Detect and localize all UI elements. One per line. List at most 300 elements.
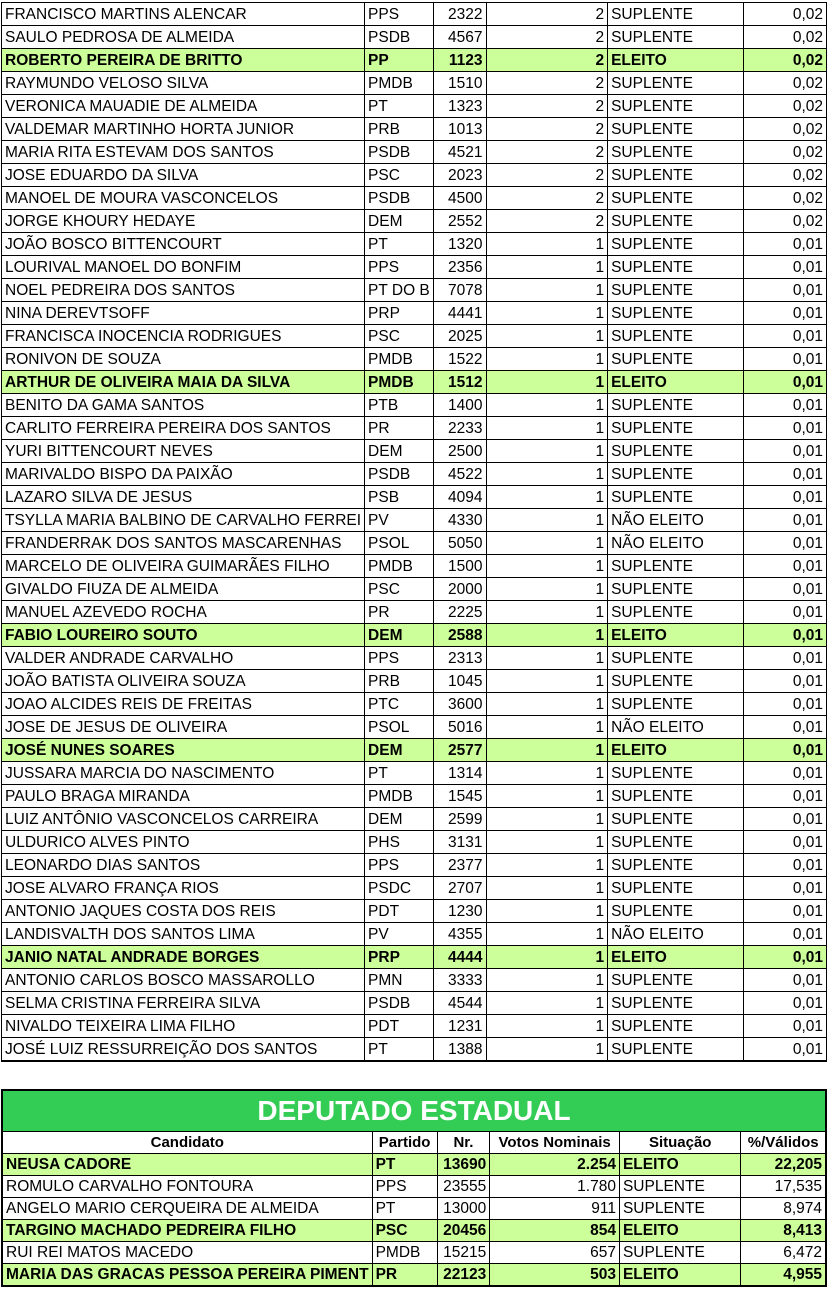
- table-row: [2, 187, 827, 210]
- candidate-name: NOEL PEDREIRA DOS SANTOS: [2, 279, 365, 302]
- table-row: [2, 969, 827, 992]
- candidate-number: 1045: [434, 670, 487, 693]
- party: PSDB: [365, 992, 434, 1015]
- status: SUPLENTE: [608, 831, 744, 854]
- candidate-name: LEONARDO DIAS SANTOS: [2, 854, 365, 877]
- status: SUPLENTE: [608, 647, 744, 670]
- candidate-name: ANTONIO JAQUES COSTA DOS REIS: [2, 900, 365, 923]
- votes: 1: [486, 1015, 608, 1038]
- percent-valid: 0,01: [744, 647, 827, 670]
- candidate-name: SELMA CRISTINA FERREIRA SILVA: [2, 992, 365, 1015]
- status: SUPLENTE: [608, 302, 744, 325]
- status: SUPLENTE: [608, 26, 744, 49]
- table-row: [2, 417, 827, 440]
- party: PRB: [365, 118, 434, 141]
- percent-valid: 0,01: [744, 601, 827, 624]
- candidate-number: 2588: [434, 624, 487, 647]
- party: PSC: [365, 578, 434, 601]
- candidate-name: LUIZ ANTÔNIO VASCONCELOS CARREIRA: [2, 808, 365, 831]
- party: PPS: [365, 854, 434, 877]
- votes: 854: [490, 1220, 620, 1242]
- percent-valid: 0,01: [744, 532, 827, 555]
- status: SUPLENTE: [608, 417, 744, 440]
- candidate-number: 4521: [434, 141, 487, 164]
- table-row: [2, 854, 827, 877]
- candidate-name: NIVALDO TEIXEIRA LIMA FILHO: [2, 1015, 365, 1038]
- header-number: Nr.: [437, 1132, 490, 1154]
- table-row: [2, 1198, 826, 1220]
- candidate-number: 23555: [437, 1176, 490, 1198]
- table-row: [2, 486, 827, 509]
- percent-valid: 0,02: [744, 72, 827, 95]
- table-row: [2, 256, 827, 279]
- party: PMDB: [365, 72, 434, 95]
- party: PSDB: [365, 187, 434, 210]
- percent-valid: 0,01: [744, 808, 827, 831]
- status: SUPLENTE: [608, 348, 744, 371]
- candidate-number: 1545: [434, 785, 487, 808]
- table-row: [2, 1242, 826, 1264]
- party: DEM: [365, 210, 434, 233]
- status: SUPLENTE: [608, 785, 744, 808]
- percent-valid: 0,01: [744, 555, 827, 578]
- candidate-name: JOSE DE JESUS DE OLIVEIRA: [2, 716, 365, 739]
- party: PTB: [365, 394, 434, 417]
- percent-valid: 0,02: [744, 49, 827, 72]
- section-title-row: [2, 1090, 826, 1132]
- votes: 1: [486, 969, 608, 992]
- federal-results-body: [2, 3, 827, 1062]
- percent-valid: 0,01: [744, 417, 827, 440]
- candidate-name: ROMULO CARVALHO FONTOURA: [2, 1176, 372, 1198]
- party: PR: [372, 1264, 437, 1287]
- votes: 1: [486, 486, 608, 509]
- votes: 1: [486, 647, 608, 670]
- table-row: [2, 1015, 827, 1038]
- table-row: [2, 210, 827, 233]
- party: PSC: [365, 164, 434, 187]
- candidate-name: FRANCISCA INOCENCIA RODRIGUES: [2, 325, 365, 348]
- candidate-name: YURI BITTENCOURT NEVES: [2, 440, 365, 463]
- status: SUPLENTE: [608, 72, 744, 95]
- status: SUPLENTE: [619, 1242, 740, 1264]
- party: PMN: [365, 969, 434, 992]
- estadual-results-body: [2, 1154, 826, 1287]
- votes: 911: [490, 1198, 620, 1220]
- candidate-name: LAZARO SILVA DE JESUS: [2, 486, 365, 509]
- candidate-name: FRANDERRAK DOS SANTOS MASCARENHAS: [2, 532, 365, 555]
- party: PMDB: [372, 1242, 437, 1264]
- party: PSOL: [365, 716, 434, 739]
- candidate-number: 3333: [434, 969, 487, 992]
- header-party: Partido: [372, 1132, 437, 1154]
- candidate-name: MANOEL DE MOURA VASCONCELOS: [2, 187, 365, 210]
- votes: 1: [486, 348, 608, 371]
- status: SUPLENTE: [608, 279, 744, 302]
- votes: 1: [486, 394, 608, 417]
- candidate-name: ULDURICO ALVES PINTO: [2, 831, 365, 854]
- party: PMDB: [365, 785, 434, 808]
- table-row: [2, 72, 827, 95]
- votes: 1: [486, 578, 608, 601]
- votes: 1: [486, 371, 608, 394]
- percent-valid: 0,01: [744, 969, 827, 992]
- candidate-number: 1400: [434, 394, 487, 417]
- percent-valid: 0,01: [744, 877, 827, 900]
- candidate-name: JOÃO BATISTA OLIVEIRA SOUZA: [2, 670, 365, 693]
- percent-valid: 22,205: [741, 1154, 826, 1176]
- candidate-number: 2025: [434, 325, 487, 348]
- table-row: [2, 808, 827, 831]
- percent-valid: 0,02: [744, 95, 827, 118]
- votes: 1: [486, 532, 608, 555]
- party: PRP: [365, 946, 434, 969]
- status: SUPLENTE: [608, 808, 744, 831]
- party: PSDC: [365, 877, 434, 900]
- candidate-name: LOURIVAL MANOEL DO BONFIM: [2, 256, 365, 279]
- status: ELEITO: [608, 624, 744, 647]
- percent-valid: 0,02: [744, 141, 827, 164]
- votes: 2: [486, 95, 608, 118]
- table-row: [2, 647, 827, 670]
- party: PPS: [365, 256, 434, 279]
- votes: 1.780: [490, 1176, 620, 1198]
- candidate-name: MARIA DAS GRACAS PESSOA PEREIRA PIMENT: [2, 1264, 372, 1287]
- candidate-number: 2000: [434, 578, 487, 601]
- percent-valid: 0,02: [744, 187, 827, 210]
- status: SUPLENTE: [608, 233, 744, 256]
- candidate-name: MANUEL AZEVEDO ROCHA: [2, 601, 365, 624]
- percent-valid: 4,955: [741, 1264, 826, 1287]
- candidate-number: 2707: [434, 877, 487, 900]
- status: NÃO ELEITO: [608, 532, 744, 555]
- percent-valid: 0,01: [744, 1038, 827, 1062]
- candidate-number: 1510: [434, 72, 487, 95]
- status: SUPLENTE: [608, 187, 744, 210]
- table-row: [2, 279, 827, 302]
- percent-valid: 6,472: [741, 1242, 826, 1264]
- candidate-number: 1323: [434, 95, 487, 118]
- table-row: [2, 1264, 826, 1287]
- candidate-name: PAULO BRAGA MIRANDA: [2, 785, 365, 808]
- table-row: [2, 923, 827, 946]
- candidate-name: JOSE ALVARO FRANÇA RIOS: [2, 877, 365, 900]
- header-status: Situação: [619, 1132, 740, 1154]
- percent-valid: 0,01: [744, 486, 827, 509]
- party: PHS: [365, 831, 434, 854]
- status: SUPLENTE: [608, 118, 744, 141]
- table-row: [2, 762, 827, 785]
- status: ELEITO: [608, 946, 744, 969]
- percent-valid: 0,02: [744, 3, 827, 26]
- status: NÃO ELEITO: [608, 509, 744, 532]
- candidate-number: 4544: [434, 992, 487, 1015]
- percent-valid: 0,02: [744, 26, 827, 49]
- party: PV: [365, 923, 434, 946]
- candidate-number: 3600: [434, 693, 487, 716]
- votes: 2: [486, 3, 608, 26]
- percent-valid: 8,413: [741, 1220, 826, 1242]
- percent-valid: 0,01: [744, 256, 827, 279]
- status: NÃO ELEITO: [608, 923, 744, 946]
- percent-valid: 0,01: [744, 348, 827, 371]
- candidate-name: NEUSA CADORE: [2, 1154, 372, 1176]
- status: SUPLENTE: [608, 256, 744, 279]
- party: PT: [365, 95, 434, 118]
- status: ELEITO: [619, 1154, 740, 1176]
- candidate-number: 2552: [434, 210, 487, 233]
- votes: 1: [486, 900, 608, 923]
- candidate-number: 13000: [437, 1198, 490, 1220]
- party: PSB: [365, 486, 434, 509]
- candidate-name: RAYMUNDO VELOSO SILVA: [2, 72, 365, 95]
- status: SUPLENTE: [619, 1176, 740, 1198]
- table-row: [2, 509, 827, 532]
- candidate-number: 4094: [434, 486, 487, 509]
- candidate-number: 1320: [434, 233, 487, 256]
- votes: 1: [486, 854, 608, 877]
- party: PSDB: [365, 26, 434, 49]
- candidate-name: RUI REI MATOS MACEDO: [2, 1242, 372, 1264]
- status: SUPLENTE: [608, 555, 744, 578]
- percent-valid: 0,01: [744, 693, 827, 716]
- status: NÃO ELEITO: [608, 716, 744, 739]
- table-row: [2, 670, 827, 693]
- candidate-name: MARIA RITA ESTEVAM DOS SANTOS: [2, 141, 365, 164]
- votes: 2: [486, 141, 608, 164]
- table-row: [2, 302, 827, 325]
- party: PR: [365, 417, 434, 440]
- candidate-number: 2599: [434, 808, 487, 831]
- candidate-number: 1231: [434, 1015, 487, 1038]
- votes: 1: [486, 325, 608, 348]
- candidate-name: CARLITO FERREIRA PEREIRA DOS SANTOS: [2, 417, 365, 440]
- status: ELEITO: [608, 371, 744, 394]
- candidate-name: ARTHUR DE OLIVEIRA MAIA DA SILVA: [2, 371, 365, 394]
- percent-valid: 0,01: [744, 1015, 827, 1038]
- party: PT: [365, 762, 434, 785]
- status: SUPLENTE: [608, 486, 744, 509]
- candidate-number: 1123: [434, 49, 487, 72]
- table-row: [2, 1038, 827, 1062]
- votes: 1: [486, 693, 608, 716]
- candidate-name: BENITO DA GAMA SANTOS: [2, 394, 365, 417]
- percent-valid: 0,01: [744, 440, 827, 463]
- candidate-number: 4522: [434, 463, 487, 486]
- votes: 2: [486, 49, 608, 72]
- table-row: [2, 716, 827, 739]
- table-row: [2, 95, 827, 118]
- percent-valid: 0,01: [744, 831, 827, 854]
- candidate-name: GIVALDO FIUZA DE ALMEIDA: [2, 578, 365, 601]
- candidate-name: VALDEMAR MARTINHO HORTA JUNIOR: [2, 118, 365, 141]
- votes: 1: [486, 739, 608, 762]
- party: DEM: [365, 808, 434, 831]
- status: ELEITO: [608, 49, 744, 72]
- votes: 1: [486, 923, 608, 946]
- status: SUPLENTE: [608, 394, 744, 417]
- table-row: [2, 532, 827, 555]
- table-row: [2, 831, 827, 854]
- status: SUPLENTE: [608, 164, 744, 187]
- percent-valid: 0,01: [744, 463, 827, 486]
- status: SUPLENTE: [608, 992, 744, 1015]
- votes: 1: [486, 946, 608, 969]
- candidate-number: 2313: [434, 647, 487, 670]
- candidate-name: JANIO NATAL ANDRADE BORGES: [2, 946, 365, 969]
- candidate-number: 1013: [434, 118, 487, 141]
- status: SUPLENTE: [608, 693, 744, 716]
- votes: 2: [486, 187, 608, 210]
- percent-valid: 17,535: [741, 1176, 826, 1198]
- percent-valid: 0,01: [744, 233, 827, 256]
- federal-results-table: [1, 2, 827, 1062]
- status: SUPLENTE: [608, 1038, 744, 1062]
- party: PPS: [365, 3, 434, 26]
- candidate-number: 7078: [434, 279, 487, 302]
- status: ELEITO: [619, 1264, 740, 1287]
- votes: 1: [486, 1038, 608, 1062]
- votes: 503: [490, 1264, 620, 1287]
- party: PT: [365, 1038, 434, 1062]
- candidate-number: 2233: [434, 417, 487, 440]
- table-row: [2, 394, 827, 417]
- candidate-number: 1230: [434, 900, 487, 923]
- party: PSC: [372, 1220, 437, 1242]
- votes: 1: [486, 302, 608, 325]
- table-row: [2, 3, 827, 26]
- candidate-number: 1522: [434, 348, 487, 371]
- status: SUPLENTE: [608, 969, 744, 992]
- status: SUPLENTE: [608, 3, 744, 26]
- candidate-number: 5016: [434, 716, 487, 739]
- percent-valid: 0,01: [744, 923, 827, 946]
- table-row: [2, 26, 827, 49]
- votes: 657: [490, 1242, 620, 1264]
- candidate-name: RONIVON DE SOUZA: [2, 348, 365, 371]
- candidate-name: JOSÉ LUIZ RESSURREIÇÃO DOS SANTOS: [2, 1038, 365, 1062]
- candidate-name: ROBERTO PEREIRA DE BRITTO: [2, 49, 365, 72]
- table-row: [2, 164, 827, 187]
- status: SUPLENTE: [608, 578, 744, 601]
- votes: 2: [486, 210, 608, 233]
- table-row: [2, 946, 827, 969]
- votes: 1: [486, 762, 608, 785]
- header-percent: %/Válidos: [741, 1132, 826, 1154]
- candidate-name: FRANCISCO MARTINS ALENCAR: [2, 3, 365, 26]
- candidate-number: 1314: [434, 762, 487, 785]
- candidate-number: 4444: [434, 946, 487, 969]
- candidate-number: 2356: [434, 256, 487, 279]
- votes: 2: [486, 164, 608, 187]
- votes: 1: [486, 256, 608, 279]
- party: PSOL: [365, 532, 434, 555]
- candidate-number: 20456: [437, 1220, 490, 1242]
- party: PMDB: [365, 348, 434, 371]
- table-row: [2, 348, 827, 371]
- candidate-name: MARIVALDO BISPO DA PAIXÃO: [2, 463, 365, 486]
- candidate-number: 2577: [434, 739, 487, 762]
- percent-valid: 0,01: [744, 946, 827, 969]
- party: PRP: [365, 302, 434, 325]
- percent-valid: 0,01: [744, 371, 827, 394]
- candidate-name: TARGINO MACHADO PEDREIRA FILHO: [2, 1220, 372, 1242]
- percent-valid: 0,01: [744, 992, 827, 1015]
- table-row: [2, 118, 827, 141]
- votes: 1: [486, 440, 608, 463]
- status: SUPLENTE: [608, 900, 744, 923]
- candidate-name: JOSE EDUARDO DA SILVA: [2, 164, 365, 187]
- votes: 1: [486, 670, 608, 693]
- status: SUPLENTE: [608, 877, 744, 900]
- candidate-number: 4330: [434, 509, 487, 532]
- status: SUPLENTE: [608, 854, 744, 877]
- candidate-number: 15215: [437, 1242, 490, 1264]
- status: SUPLENTE: [608, 141, 744, 164]
- votes: 2: [486, 72, 608, 95]
- percent-valid: 0,02: [744, 118, 827, 141]
- party: PDT: [365, 900, 434, 923]
- candidate-name: VERONICA MAUADIE DE ALMEIDA: [2, 95, 365, 118]
- table-row: [2, 233, 827, 256]
- percent-valid: 0,01: [744, 762, 827, 785]
- candidate-number: 2377: [434, 854, 487, 877]
- table-row: [2, 371, 827, 394]
- status: SUPLENTE: [608, 762, 744, 785]
- candidate-name: ANTONIO CARLOS BOSCO MASSAROLLO: [2, 969, 365, 992]
- table-row: [2, 1220, 826, 1242]
- votes: 1: [486, 509, 608, 532]
- party: PPS: [372, 1176, 437, 1198]
- party: PTC: [365, 693, 434, 716]
- percent-valid: 0,01: [744, 854, 827, 877]
- candidate-number: 1388: [434, 1038, 487, 1062]
- status: SUPLENTE: [608, 210, 744, 233]
- candidate-number: 2500: [434, 440, 487, 463]
- votes: 1: [486, 555, 608, 578]
- party: PT: [372, 1154, 437, 1176]
- table-row: [2, 555, 827, 578]
- percent-valid: 0,01: [744, 578, 827, 601]
- percent-valid: 0,01: [744, 509, 827, 532]
- party: PSC: [365, 325, 434, 348]
- party: PMDB: [365, 555, 434, 578]
- candidate-number: 4355: [434, 923, 487, 946]
- candidate-name: JOÃO BOSCO BITTENCOURT: [2, 233, 365, 256]
- party: DEM: [365, 739, 434, 762]
- candidate-name: NINA DEREVTSOFF: [2, 302, 365, 325]
- table-row: [2, 739, 827, 762]
- percent-valid: 0,01: [744, 900, 827, 923]
- candidate-name: JORGE KHOURY HEDAYE: [2, 210, 365, 233]
- candidate-number: 2023: [434, 164, 487, 187]
- table-row: [2, 785, 827, 808]
- party: PRB: [365, 670, 434, 693]
- candidate-name: ANGELO MARIO CERQUEIRA DE ALMEIDA: [2, 1198, 372, 1220]
- table-row: [2, 325, 827, 348]
- party: PSDB: [365, 463, 434, 486]
- votes: 1: [486, 279, 608, 302]
- status: SUPLENTE: [619, 1198, 740, 1220]
- percent-valid: 0,01: [744, 624, 827, 647]
- candidate-name: LANDISVALTH DOS SANTOS LIMA: [2, 923, 365, 946]
- votes: 1: [486, 992, 608, 1015]
- party: PDT: [365, 1015, 434, 1038]
- status: SUPLENTE: [608, 95, 744, 118]
- candidate-number: 5050: [434, 532, 487, 555]
- votes: 2.254: [490, 1154, 620, 1176]
- section-title: DEPUTADO ESTADUAL: [2, 1090, 826, 1132]
